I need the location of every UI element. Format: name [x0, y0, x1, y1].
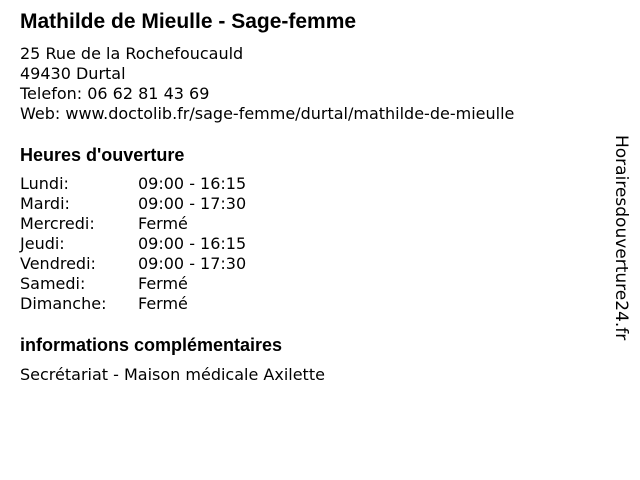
address-block — [20, 44, 514, 124]
hours-heading: Heures d'ouverture — [20, 145, 185, 165]
street-address: 25 Rue de la Rochefoucauld — [20, 44, 244, 63]
day-label: Jeudi: — [20, 234, 65, 253]
time-value: Fermé — [138, 214, 188, 233]
site-watermark: Horairesdouverture24.fr — [611, 135, 631, 341]
city: 49430 Durtal — [20, 64, 126, 83]
day-label: Samedi: — [20, 274, 86, 293]
time-value: 09:00 - 17:30 — [138, 254, 247, 273]
info-heading: informations complémentaires — [20, 335, 283, 355]
time-value: Fermé — [138, 294, 188, 313]
phone-number: Telefon: 06 62 81 43 69 — [20, 84, 210, 103]
day-label: Lundi: — [20, 174, 69, 193]
page-title: Mathilde de Mieulle - Sage-femme — [20, 10, 357, 33]
day-label: Dimanche: — [20, 294, 107, 313]
time-value: 09:00 - 16:15 — [138, 234, 247, 253]
day-label: Mardi: — [20, 194, 70, 213]
time-value: Fermé — [138, 274, 188, 293]
time-value: 09:00 - 16:15 — [138, 174, 247, 193]
website: Web: www.doctolib.fr/sage-femme/durtal/mathilde-de-mieulle — [20, 104, 515, 123]
time-value: 09:00 - 17:30 — [138, 194, 247, 213]
day-label: Mercredi: — [20, 214, 95, 233]
info-text: Secrétariat - Maison médicale Axilette — [20, 365, 325, 384]
day-label: Vendredi: — [20, 254, 96, 273]
